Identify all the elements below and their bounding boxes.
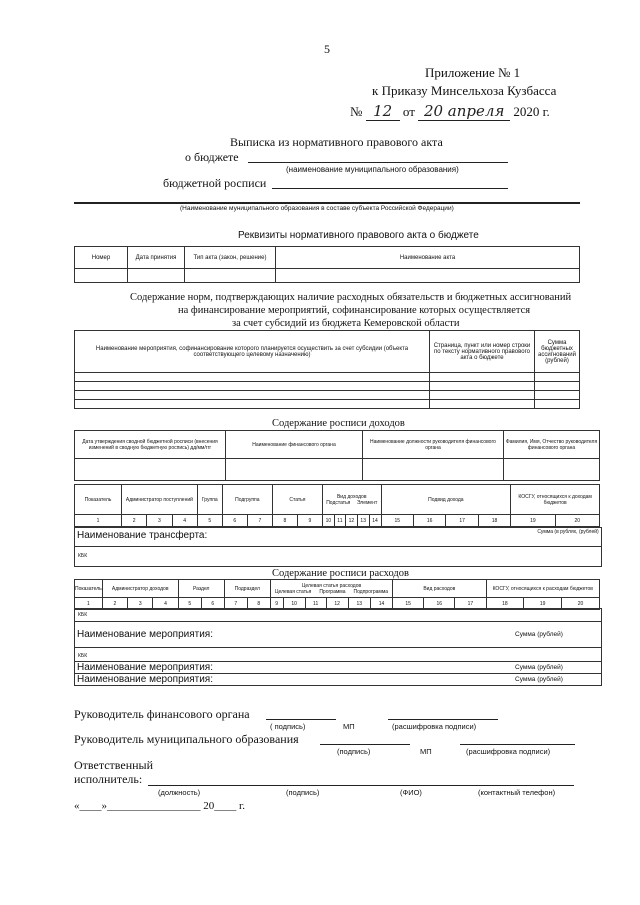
expense-num-12: 12	[326, 598, 348, 610]
order-number-line	[350, 102, 550, 121]
expense-kbk-2: КБК	[78, 653, 88, 659]
fin-sign-line	[266, 719, 336, 720]
expense-measure-label-2: Наименование мероприятия:	[77, 662, 213, 673]
income-sub-subkind: Подвид дохода	[381, 485, 511, 515]
expense-sub-kind: Вид расходов	[393, 580, 486, 598]
mun-mp: МП	[420, 747, 432, 756]
mun-decode-sub: (расшифровка подписи)	[466, 747, 551, 756]
expense-num-13: 13	[348, 598, 370, 610]
income-num-18: 18	[478, 515, 510, 527]
col-date: Дата принятия	[128, 247, 185, 269]
income-col-position: Наименование должности руководителя финансового органа	[363, 431, 504, 459]
income-num-4: 4	[172, 515, 197, 527]
expense-num-20: 20	[562, 598, 600, 610]
expense-sub-target-split	[271, 589, 392, 595]
expense-num-19: 19	[524, 598, 562, 610]
norms-title-1: Содержание норм, подтверждающих наличие расходных обязательств и бюджетных ассигнований	[130, 292, 572, 303]
expense-num-16: 16	[424, 598, 455, 610]
responsible-sign-sub: (подпись)	[286, 788, 320, 797]
mun-head-label: Руководитель муниципального образования	[74, 732, 299, 746]
order-reference: к Приказу Минсельхоза Кузбасса	[372, 83, 557, 98]
income-num-20: 20	[555, 515, 599, 527]
expense-num-3: 3	[128, 598, 153, 610]
expense-sub-program: Программа	[319, 588, 346, 595]
expense-num-11: 11	[305, 598, 326, 610]
expense-kbk: КБК	[78, 612, 88, 618]
income-sub-kind-label: Вид доходов	[336, 493, 367, 500]
municipality-line	[248, 162, 508, 163]
transfer-kbk: КБК	[78, 553, 88, 559]
expense-num-2: 2	[102, 598, 127, 610]
expense-num-8: 8	[247, 598, 270, 610]
expense-measures-block	[74, 608, 602, 686]
responsible-label-1: Ответственный	[74, 758, 154, 772]
income-title: Содержание росписи доходов	[272, 418, 405, 429]
income-sub-kosgu: КОСГУ, относящихся к доходам бюджетов	[511, 485, 600, 515]
income-num-3: 3	[147, 515, 172, 527]
fin-sign-sub: ( подпись)	[270, 722, 306, 731]
expense-sub-target	[270, 580, 392, 598]
norms-title-3: за счет субсидий из бюджета Кемеровской области	[232, 318, 460, 329]
income-codes-table	[74, 484, 600, 527]
expense-num-9: 9	[270, 598, 283, 610]
income-num-13: 13	[357, 515, 369, 527]
requisites-title: Реквизиты нормативного правового акта о бюджете	[238, 230, 479, 241]
income-sub-subgroup: Подгруппа	[222, 485, 272, 515]
expense-num-7: 7	[224, 598, 247, 610]
income-num-8: 8	[272, 515, 297, 527]
region-sub: (Наименование муниципального образования в составе субъекта Российской Федерации)	[180, 205, 454, 212]
requisites-table	[74, 246, 580, 283]
budget-list-label: бюджетной росписи	[163, 176, 267, 190]
transfer-block	[74, 527, 602, 567]
income-sub-admin: Администратор поступлений	[122, 485, 198, 515]
income-num-16: 16	[413, 515, 445, 527]
from-label: от	[402, 104, 415, 119]
date-line: «____»_________________ 20____ г.	[74, 800, 246, 812]
expense-sub-indicator: Показатель	[75, 580, 103, 598]
income-num-11: 11	[334, 515, 345, 527]
income-sub-kind	[322, 485, 381, 515]
income-num-5: 5	[197, 515, 222, 527]
income-col-fio: Фамилия, Имя, Отчество руководителя финансового органа	[504, 431, 600, 459]
expense-num-1: 1	[75, 598, 103, 610]
col-type: Тип акта (закон, решение)	[185, 247, 276, 269]
mun-sign-sub: (подпись)	[337, 747, 371, 756]
norms-table	[74, 330, 580, 409]
expense-measure-label-3: Наименование мероприятия:	[77, 674, 213, 685]
responsible-label-2: исполнитель:	[74, 772, 143, 786]
appendix-label: Приложение № 1	[425, 65, 521, 80]
expense-sub-section: Раздел	[178, 580, 224, 598]
income-num-19: 19	[511, 515, 555, 527]
fin-decode-line	[388, 719, 498, 720]
income-num-2: 2	[122, 515, 147, 527]
expense-num-5: 5	[178, 598, 201, 610]
expense-sub-subsection: Подраздел	[224, 580, 270, 598]
income-sub-substat: Подстатья	[326, 499, 351, 506]
number-sign: №	[350, 104, 363, 119]
fin-mp: МП	[343, 722, 355, 731]
expense-num-14: 14	[370, 598, 392, 610]
income-num-1: 1	[75, 515, 122, 527]
doc-title: Выписка из нормативного правового акта	[230, 135, 443, 149]
expense-sum-label-2: Сумма (рублей)	[515, 664, 563, 671]
income-num-15: 15	[381, 515, 413, 527]
budget-list-line	[272, 188, 508, 189]
col-name: Наименование акта	[276, 247, 580, 269]
income-num-12: 12	[345, 515, 357, 527]
expense-sum-label-1: Сумма (рублей)	[515, 631, 563, 638]
fin-head-label: Руководитель финансового органа	[74, 707, 250, 721]
expense-measure-label-1: Наименование мероприятия:	[77, 629, 213, 640]
expense-num-17: 17	[455, 598, 486, 610]
norms-title-2: на финансирование мероприятий, софинансирование которых осуществляется	[178, 305, 531, 316]
expense-sub-target-label: Целевая статья расходов	[301, 582, 362, 589]
page-number: 5	[324, 42, 330, 56]
norms-col-page: Страница, пункт или номер строки по тексту нормативного правового акта о бюджете	[430, 331, 535, 373]
expense-num-6: 6	[201, 598, 224, 610]
expense-sub-target-article: Целевая статья	[274, 588, 312, 595]
order-number: 12	[366, 102, 400, 121]
income-num-7: 7	[247, 515, 272, 527]
budget-label: о бюджете	[185, 150, 239, 164]
expense-sub-subprogram: Подпрограмма	[353, 588, 389, 595]
expense-codes-table	[74, 579, 600, 610]
responsible-line	[148, 785, 574, 786]
expense-num-10: 10	[283, 598, 305, 610]
col-number: Номер	[75, 247, 128, 269]
expense-num-15: 15	[393, 598, 424, 610]
income-col-fin-organ: Наименование финансового органа	[226, 431, 363, 459]
income-num-17: 17	[446, 515, 478, 527]
expense-divider-2	[75, 647, 601, 648]
income-sub-article: Статья	[272, 485, 322, 515]
income-num-6: 6	[222, 515, 247, 527]
norms-col-measure: Наименование мероприятия, софинансирование которого планируется осуществить за счет субсидии (объекта соответствующего целевому назначению)	[75, 331, 430, 373]
income-num-10: 10	[322, 515, 334, 527]
responsible-phone-sub: (контактный телефон)	[478, 788, 556, 797]
expense-num-4: 4	[153, 598, 178, 610]
income-sub-group: Группа	[197, 485, 222, 515]
income-num-9: 9	[297, 515, 322, 527]
income-sub-kind-split	[323, 500, 381, 506]
expense-divider-1	[75, 621, 601, 622]
mun-decode-line	[460, 744, 575, 745]
municipality-sub: (наименование муниципального образования)	[286, 165, 459, 174]
mun-sign-line	[320, 744, 410, 745]
transfer-sum-label: Сумма (в рублях, (рублей)	[537, 529, 599, 535]
expense-sub-admin: Администратор доходов	[102, 580, 178, 598]
income-sub-indicator: Показатель	[75, 485, 122, 515]
expense-title: Содержание росписи расходов	[272, 568, 409, 579]
order-year: 2020 г.	[513, 104, 550, 119]
fin-decode-sub: (расшифровка подписи)	[392, 722, 477, 731]
norms-col-sum: Сумма бюджетных ассигнований (рублей)	[535, 331, 580, 373]
income-num-14: 14	[369, 515, 381, 527]
order-date: 20 апреля	[418, 102, 510, 121]
divider	[74, 202, 580, 204]
expense-num-18: 18	[486, 598, 524, 610]
income-col-date: Дата утверждения сводной бюджетной росписи (внесения изменений в сводную бюджетную роспись) дд/мм/ггг	[75, 431, 226, 459]
expense-sum-label-3: Сумма (рублей)	[515, 676, 563, 683]
responsible-fio-sub: (ФИО)	[400, 788, 422, 797]
transfer-label: Наименование трансферта:	[77, 530, 208, 541]
expense-sub-kosgu: КОСГУ, относящихся к расходам бюджетов	[486, 580, 599, 598]
transfer-divider	[75, 546, 601, 547]
income-sub-element: Элемент	[356, 499, 378, 506]
responsible-position-sub: (должность)	[158, 788, 201, 797]
income-header-table	[74, 430, 600, 481]
